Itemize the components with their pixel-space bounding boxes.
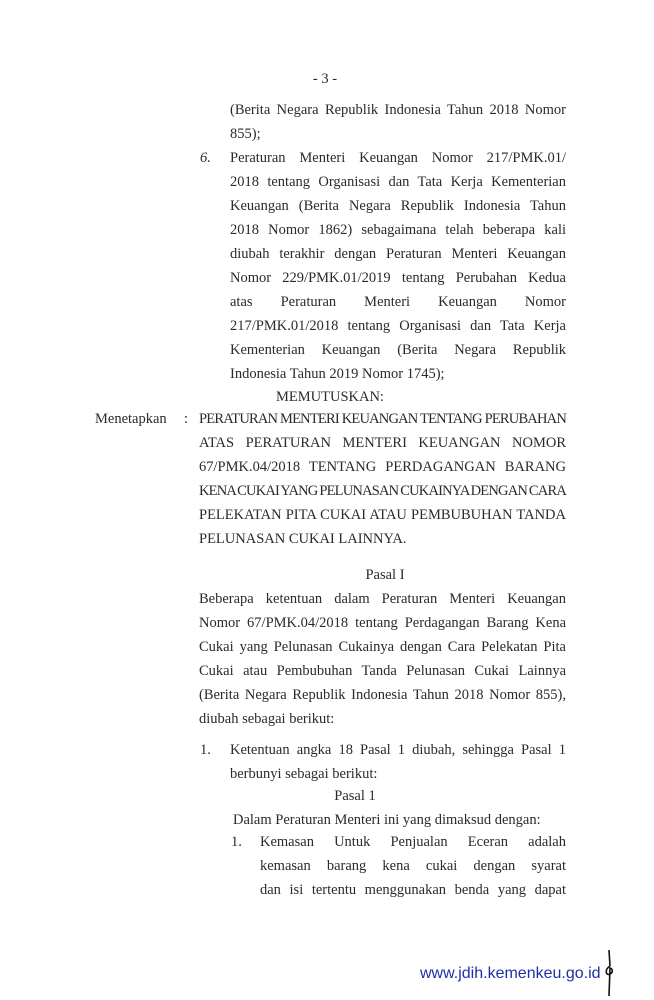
text-line: 855); — [230, 126, 261, 142]
pasal-1-title: Pasal 1 — [334, 788, 376, 804]
memutuskan-heading: MEMUTUSKAN: — [276, 389, 384, 405]
text-line: PELUNASAN CUKAI LAINNYA. — [199, 531, 407, 547]
text-line: Cukai atau Pembubuhan Tanda Pelunasan Cukai Lainnya — [199, 663, 566, 679]
text-line: Kemasan Untuk Penjualan Eceran adalah — [260, 834, 566, 850]
signature-initial-icon — [600, 948, 620, 998]
text-line: 2018 tentang Organisasi dan Tata Kerja Kementerian — [230, 174, 566, 190]
item-number: 6. — [200, 150, 211, 166]
text-line: Cukai yang Pelunasan Cukainya dengan Cara Pelekatan Pita — [199, 639, 566, 655]
text-line: (Berita Negara Republik Indonesia Tahun 2018 Nomor 855), — [199, 687, 566, 703]
text-line: Peraturan Menteri Keuangan Nomor 217/PMK.01/ — [230, 150, 566, 166]
text-line: Kementerian Keuangan (Berita Negara Republik — [230, 342, 566, 358]
text-line: diubah terakhir dengan Peraturan Menteri Keuangan — [230, 246, 566, 262]
text-line: 67/PMK.04/2018 TENTANG PERDAGANGAN BARANG — [199, 459, 566, 475]
text-line: Dalam Peraturan Menteri ini yang dimaksud dengan: — [233, 812, 541, 828]
text-line: kemasan barang kena cukai dengan syarat — [260, 858, 566, 874]
text-line: Beberapa ketentuan dalam Peraturan Menteri Keuangan — [199, 591, 566, 607]
text-line: (Berita Negara Republik Indonesia Tahun 2018 Nomor — [230, 102, 566, 118]
menetapkan-label: Menetapkan — [95, 411, 167, 427]
page-number: - 3 - — [312, 71, 338, 87]
text-line: KENA CUKAI YANG PELUNASAN CUKAINYA DENGAN CARA — [199, 483, 566, 499]
pasal-I-title: Pasal I — [365, 567, 405, 583]
text-line: dan isi tertentu menggunakan benda yang dapat — [260, 882, 566, 898]
text-line: PERATURAN MENTERI KEUANGAN TENTANG PERUBAHAN — [199, 411, 566, 427]
menetapkan-colon: : — [184, 411, 189, 427]
text-line: Nomor 67/PMK.04/2018 tentang Perdagangan Barang Kena — [199, 615, 566, 631]
text-line: ATAS PERATURAN MENTERI KEUANGAN NOMOR — [199, 435, 566, 451]
text-line: Ketentuan angka 18 Pasal 1 diubah, sehingga Pasal 1 — [230, 742, 566, 758]
text-line: atas Peraturan Menteri Keuangan Nomor — [230, 294, 566, 310]
text-line: PELEKATAN PITA CUKAI ATAU PEMBUBUHAN TANDA — [199, 507, 566, 523]
text-line: berbunyi sebagai berikut: — [230, 766, 378, 782]
text-line: 2018 Nomor 1862) sebagaimana telah beberapa kali — [230, 222, 566, 238]
text-line: Nomor 229/PMK.01/2019 tentang Perubahan Kedua — [230, 270, 566, 286]
item-number: 1. — [200, 742, 211, 758]
footer-url[interactable]: www.jdih.kemenkeu.go.id — [420, 965, 601, 982]
item-number: 1. — [231, 834, 242, 850]
text-line: diubah sebagai berikut: — [199, 711, 335, 727]
text-line: Indonesia Tahun 2019 Nomor 1745); — [230, 366, 445, 382]
text-line: 217/PMK.01/2018 tentang Organisasi dan Tata Kerja — [230, 318, 566, 334]
text-line: Keuangan (Berita Negara Republik Indonesia Tahun — [230, 198, 566, 214]
